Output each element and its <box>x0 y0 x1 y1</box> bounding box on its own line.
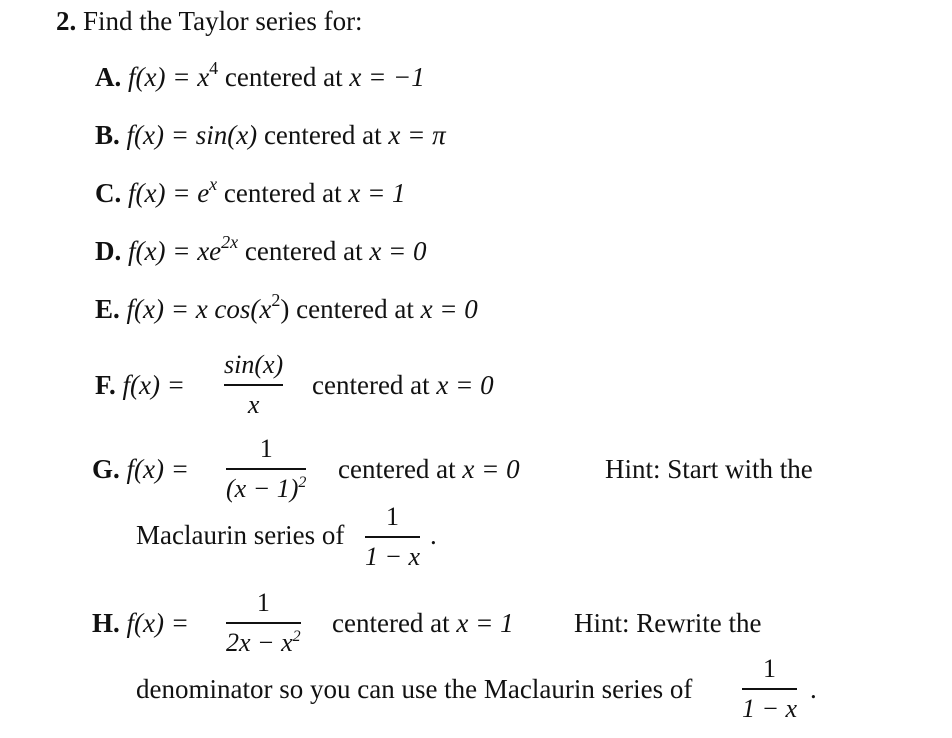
item-exponent: 4 <box>209 58 219 78</box>
fraction-numerator: 1 <box>763 654 777 683</box>
item-f-lhs <box>95 372 185 399</box>
item-function: f(x) = <box>122 370 185 400</box>
item-g-lhs <box>92 456 189 483</box>
item-center: x = 1 <box>348 178 406 208</box>
item-h-center <box>332 610 514 637</box>
item-label: B. <box>95 120 120 150</box>
item-a <box>95 58 425 92</box>
item-function: f(x) = e <box>128 178 210 208</box>
item-function: f(x) = <box>126 454 189 484</box>
fraction-numerator: 1 <box>259 434 273 463</box>
item-function: f(x) = x cos(x <box>126 294 272 324</box>
item-exponent: x <box>209 174 218 194</box>
item-function: f(x) = sin(x) <box>126 120 258 150</box>
item-label: E. <box>95 294 120 324</box>
item-h-hint-continued: denominator so you can use the Maclaurin series of <box>136 674 693 704</box>
fraction-exponent: 2 <box>298 474 307 491</box>
item-g-hint: Hint: Start with the <box>605 454 813 484</box>
item-center: x = π <box>388 120 446 150</box>
problem-heading <box>56 8 363 35</box>
item-centered-text: centered at <box>289 294 421 324</box>
item-center: x = −1 <box>349 62 425 92</box>
fraction-numerator: 1 <box>256 588 270 617</box>
problem-number: 2. <box>56 6 77 36</box>
problem-title: Find the Taylor series for: <box>83 6 363 36</box>
fraction-bar <box>224 384 283 386</box>
item-centered-text: centered at <box>257 120 389 150</box>
fraction-denominator: 1 − x <box>365 542 421 571</box>
item-centered-text: centered at <box>217 178 349 208</box>
item-d <box>95 232 427 266</box>
fraction-bar <box>742 688 797 690</box>
item-g-hint-fraction <box>365 504 420 570</box>
item-f-fraction <box>224 352 283 418</box>
fraction-numerator: 1 <box>386 502 400 531</box>
item-h-lhs <box>92 610 189 637</box>
item-h-hint: Hint: Rewrite the <box>574 608 762 638</box>
item-b <box>95 122 446 149</box>
item-g-hint-continued: Maclaurin series of <box>136 520 345 550</box>
item-f-center <box>312 372 494 399</box>
fraction-numerator: sin(x) <box>224 350 284 379</box>
item-centered-text: centered at <box>338 454 463 484</box>
fraction-bar <box>226 622 301 624</box>
item-label: H. <box>92 608 120 638</box>
fraction-bar <box>365 536 420 538</box>
item-label: C. <box>95 178 122 208</box>
item-function: f(x) = <box>126 608 189 638</box>
item-centered-text: centered at <box>312 370 437 400</box>
item-centered-text: centered at <box>238 236 370 266</box>
item-center: x = 1 <box>456 608 514 638</box>
item-label: A. <box>95 62 122 92</box>
item-label: G. <box>92 454 120 484</box>
fraction-denominator: 1 − x <box>742 694 798 723</box>
item-center: x = 0 <box>462 454 520 484</box>
item-exponent: 2x <box>221 232 239 252</box>
item-label: D. <box>95 236 122 266</box>
item-h-period: . <box>810 674 817 704</box>
fraction-denominator: x <box>247 390 260 419</box>
item-center: x = 0 <box>369 236 427 266</box>
item-exponent: 2 <box>271 290 281 310</box>
item-e <box>95 290 478 324</box>
item-g-fraction <box>226 436 306 502</box>
item-h-fraction <box>226 590 301 656</box>
item-h-hint-fraction <box>742 656 797 722</box>
fraction-denominator: (x − 1) <box>226 474 299 503</box>
fraction-denominator: 2x − x <box>226 628 293 657</box>
fraction-bar <box>226 468 306 470</box>
item-c <box>95 174 406 208</box>
item-center: x = 0 <box>420 294 478 324</box>
item-centered-text: centered at <box>218 62 350 92</box>
item-centered-text: centered at <box>332 608 457 638</box>
item-center: x = 0 <box>436 370 494 400</box>
item-function: f(x) = xe <box>128 236 222 266</box>
item-close-paren: ) <box>280 294 290 324</box>
item-g-center <box>338 456 520 483</box>
item-function: f(x) = x <box>128 62 210 92</box>
fraction-exponent: 2 <box>292 628 301 645</box>
item-g-period: . <box>430 520 437 550</box>
item-label: F. <box>95 370 116 400</box>
